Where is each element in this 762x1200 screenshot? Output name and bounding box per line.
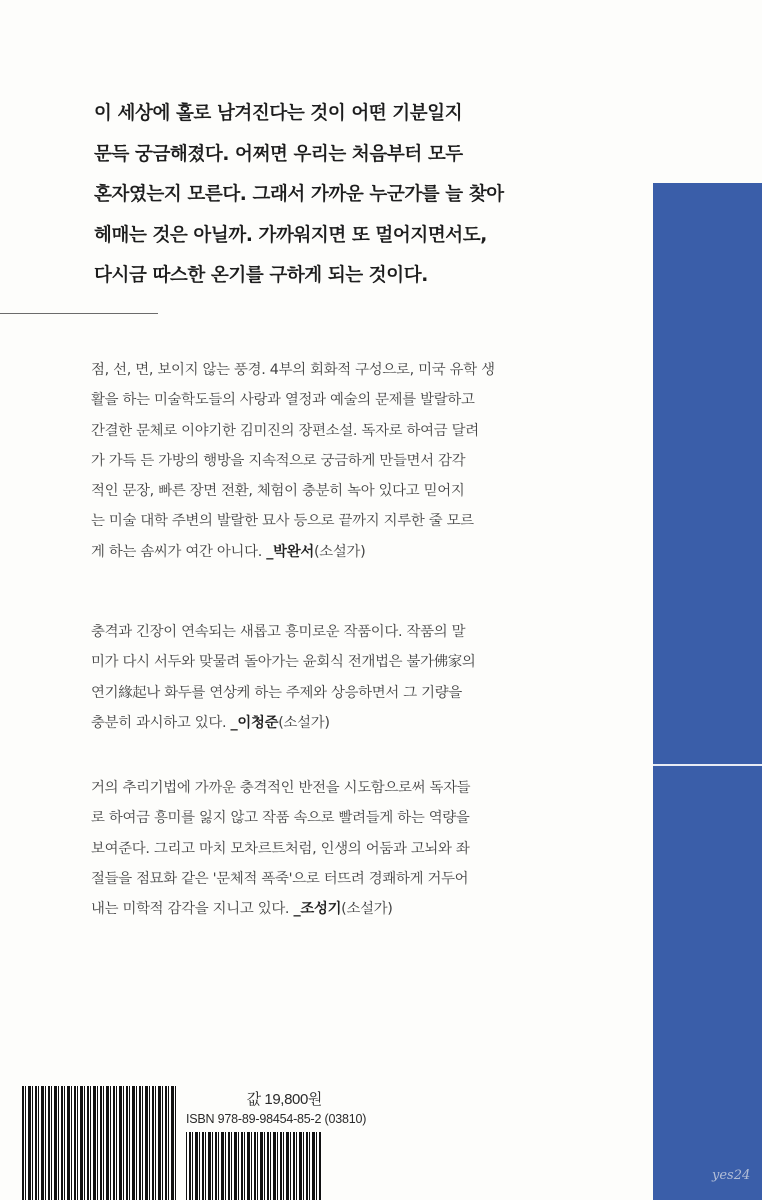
lead-line: 헤매는 것은 아닐까. 가까워지면 또 멀어지면서도,	[94, 224, 487, 246]
review-line-last	[91, 537, 571, 567]
review-line: 거의 추리기법에 가까운 충격적인 반전을 시도함으로써 독자들	[91, 780, 471, 796]
review-author-role: (소설가)	[341, 901, 393, 918]
review-line: 활을 하는 미술학도들의 사랑과 열정과 예술의 문제를 발랄하고	[91, 392, 475, 409]
review-author: _박완서	[266, 543, 314, 560]
review-line: 점, 선, 면, 보이지 않는 풍경. 4부의 회화적 구성으로, 미국 유학 생	[91, 362, 495, 378]
main-barcode	[22, 1086, 177, 1200]
blue-side-band	[653, 183, 762, 1200]
isbn-barcode	[186, 1132, 322, 1200]
lead-line: 혼자였는지 모른다. 그래서 가까운 누군가를 늘 찾아	[94, 184, 504, 205]
review-text: 게 하는 솜씨가 여간 아니다.	[91, 543, 267, 560]
review-line: 로 하여금 흥미를 잃지 않고 작품 속으로 빨려들게 하는 역량을	[91, 810, 470, 827]
review-line: 가 가득 든 가방의 행방을 지속적으로 궁금하게 만들면서 감각	[91, 452, 466, 469]
lead-line: 문득 궁금해졌다. 어쩌면 우리는 처음부터 모두	[94, 143, 463, 165]
review-line: 충격과 긴장이 연속되는 새롭고 흥미로운 작품이다. 작품의 말	[91, 624, 466, 640]
review-author: _조성기	[293, 901, 342, 918]
review-line: 미가 다시 서두와 맞물려 돌아가는 윤회식 전개법은 불가佛家의	[91, 654, 476, 671]
review-line: 는 미술 대학 주변의 발랄한 묘사 등으로 끝까지 지루한 줄 모르	[91, 513, 474, 530]
lead-paragraph	[94, 94, 634, 297]
yes24-watermark: yes24	[712, 1168, 751, 1183]
isbn-label: ISBN 978-89-98454-85-2 (03810)	[186, 1112, 367, 1126]
review-text: 내는 미학적 감각을 지니고 있다.	[91, 901, 294, 918]
horizontal-rule	[0, 313, 158, 314]
review-author-role: (소설가)	[278, 714, 330, 731]
review-line: 절들을 점묘화 같은 '문체적 폭죽'으로 터뜨려 경쾌하게 거두어	[91, 870, 469, 887]
review-park-wanseo	[91, 355, 571, 567]
band-divider	[653, 764, 762, 766]
review-line: 간결한 문체로 이야기한 김미진의 장편소설. 독자로 하여금 달려	[91, 422, 479, 439]
review-line: 보여준다. 그리고 마치 모차르트처럼, 인생의 어둠과 고뇌와 좌	[91, 840, 470, 857]
review-line-last	[91, 894, 571, 924]
review-jo-seonggi	[91, 773, 571, 924]
review-text: 충분히 과시하고 있다.	[91, 714, 231, 731]
review-author-role: (소설가)	[313, 543, 366, 560]
price-label: 값 19,800원	[246, 1091, 322, 1108]
lead-line: 이 세상에 홀로 남겨진다는 것이 어떤 기분일지	[94, 103, 463, 124]
review-line: 적인 문장, 빠른 장면 전환, 체험이 충분히 녹아 있다고 믿어지	[91, 483, 465, 500]
review-author: _이청준	[230, 714, 279, 731]
review-line: 연기緣起나 화두를 연상케 하는 주제와 상응하면서 그 기량을	[91, 684, 462, 701]
review-lee-cheongjun	[91, 617, 571, 738]
lead-line: 다시금 따스한 온기를 구하게 되는 것이다.	[94, 265, 428, 286]
review-line-last	[91, 708, 571, 738]
